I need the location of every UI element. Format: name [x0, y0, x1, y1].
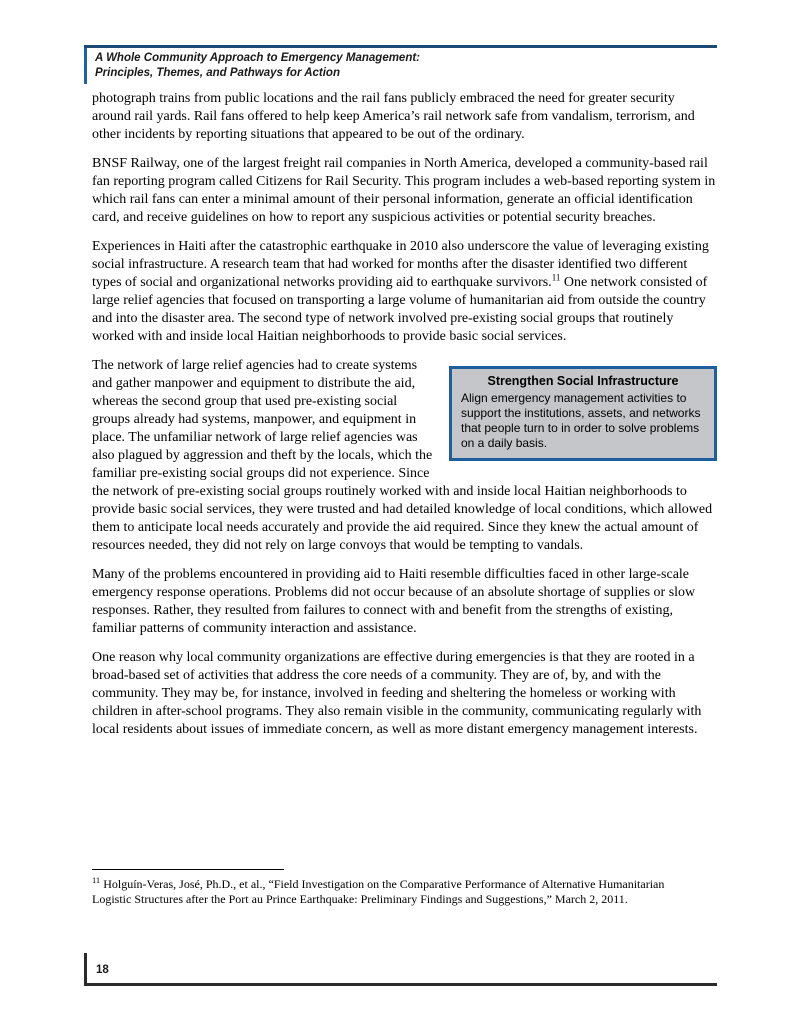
running-header — [84, 48, 717, 84]
callout-body-text: Align emergency management activities to support the institutions, assets, and networks that people turn to in order to solve problems on a daily basis. — [461, 391, 701, 450]
page-header — [84, 45, 717, 84]
paragraph-aid-problems: Many of the problems encountered in providing aid to Haiti resemble difficulties faced in other large-scale emergency response operations. Problems did not occur because of an absolute shortage of supplies or slow responses. Rather, they resulted from failures to connect with and benefit from the strengths of existing, familiar patterns of community interaction and assistance. — [92, 567, 696, 636]
header-title-line2: Principles, Themes, and Pathways for Action — [95, 67, 340, 79]
footnote — [92, 877, 700, 906]
page-number-block — [84, 953, 717, 983]
paragraph-rail-fans: photograph trains from public locations and the rail fans publicly embraced the need for greater security around rail yards. Rail fans offered to help keep America’s rail network safe from vandalism, terrorism, and other incidents by reporting situations that appeared to be out of the ordinary. — [92, 91, 695, 142]
paragraph-haiti-text-cont: One network consisted of large relief agencies that focused on transporting a large volume of humanitarian aid from outside the country and into the disaster area. The second type of network involved pre-existing social groups that routinely worked with and inside local Haitian neighborhoods to provide basic social services. — [92, 275, 708, 344]
paragraph-bnsf: BNSF Railway, one of the largest freight rail companies in North America, developed a community-based rail fan reporting program called Citizens for Rail Security. This program includes a web-based reporting system in which rail fans can enter a minimal amount of their personal information, generate an official identification card, and receive guidelines on how to report any suspicious activities or potential security breaches. — [92, 156, 716, 225]
page-footer — [84, 953, 717, 986]
footnote-text: Holguín-Veras, José, Ph.D., et al., “Field Investigation on the Comparative Performance of Alternative Humanitarian Logistic Structures after the Port au Prince Earthquake: Preliminary Findings and Suggestions,” March 2, 2011. — [92, 877, 665, 906]
header-title-line1: A Whole Community Approach to Emergency Management: — [95, 52, 421, 64]
callout-box — [449, 366, 717, 461]
footnote-marker: 11 — [92, 875, 101, 885]
callout-title: Strengthen Social Infrastructure — [487, 374, 679, 388]
page-number: 18 — [96, 964, 109, 976]
footnote-area — [92, 869, 700, 906]
paragraph-haiti — [92, 238, 717, 346]
paragraph-relief-networks-text: The network of large relief agencies had to create systems and gather manpower and equipment to distribute the aid, whereas the second group that used pre-existing social groups already had systems, manpower, and equipment in place. The unfamiliar network of large relief agencies was also plagued by aggression and theft by the locals, which the familiar pre-existing social groups did not experience. Since the network of pre-existing social groups routinely worked with and inside local Haitian neighborhoods to provide basic social services, they were trusted and had detailed knowledge of local conditions, which allowed them to anticipate local needs accurately and provide the aid required. Since they knew the actual amount of resources needed, they did not rely on large convoys that would be tempting to vandals. — [92, 358, 713, 553]
paragraph-haiti-text: Experiences in Haiti after the catastrophic earthquake in 2010 also underscore the value of leveraging existing social infrastructure. A research team that had worked for months after the disaster identified two different types of social and organizational networks providing aid to earthquake survivors. — [92, 239, 709, 290]
paragraph-relief-networks — [92, 357, 717, 555]
footnote-separator-rule — [92, 869, 284, 870]
paragraph-community-orgs: One reason why local community organizations are effective during emergencies is that they are rooted in a broad-based set of activities that address the core needs of a community. They are of, by, and with the community. They may be, for instance, involved in feeding and sheltering the homeless or working with children in after-school programs. They also remain visible in the community, communicating regularly with local residents about issues of immediate concern, as well as more distant emergency management interests. — [92, 650, 702, 737]
footnote-reference[interactable]: 11 — [551, 272, 561, 283]
document-body — [92, 90, 717, 750]
